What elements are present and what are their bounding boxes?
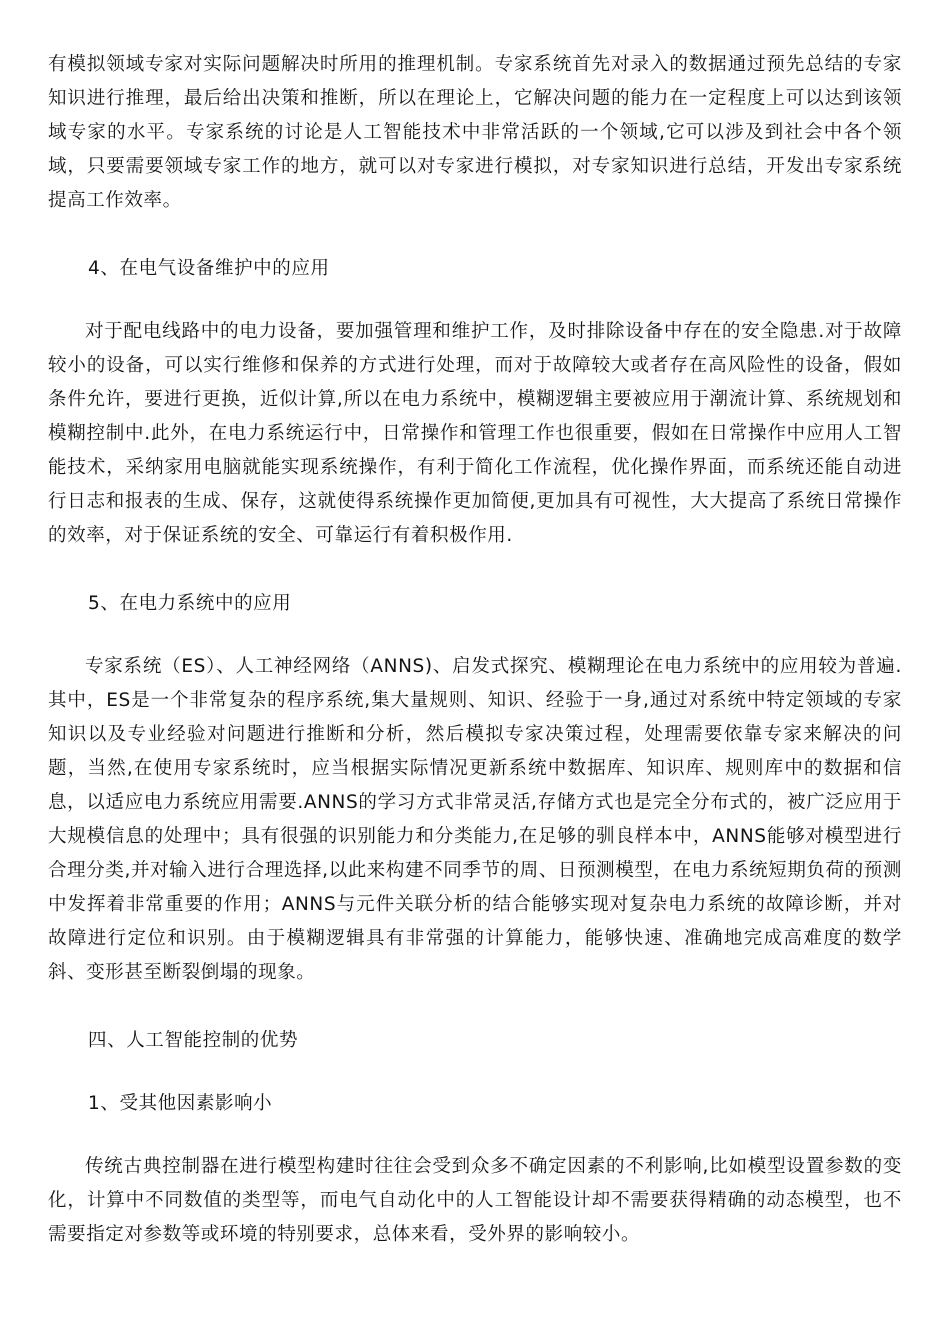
heading-equipment-maintenance: 4、在电气设备维护中的应用 <box>88 258 330 279</box>
document-page <box>48 48 902 1252</box>
paragraph-power-system: 专家系统（ES）、人工神经网络（ANNS)、启发式探究、模糊理论在电力系统中的应用较为普遍.其中，ES是一个非常复杂的程序系统,集大量规则、知识、经验于一身,通过对系统中特定领域的专家知识以及专业经验对问题进行推断和分析，然后模拟专家决策过程，处理需要依靠专家来解决的问题，当然,在使用专家系统时，应当根据实际情况更新系统中数据库、知识库、规则库中的数据和信息，以适应电力系统应用需要.ANNS的学习方式非常灵活,存储方式也是完全分布式的，被广泛应用于大规模信息的处理中；具有很强的识别能力和分类能力,在足够的驯良样本中，ANNS能够对模型进行合理分类,并对输入进行合理选择,以此来构建不同季节的周、日预测模型，在电力系统短期负荷的预测中发挥着非常重要的作用；ANNS与元件关联分析的结合能够实现对复杂电力系统的故障诊断，并对故障进行定位和识别。由于模糊逻辑具有非常强的计算能力，能够快速、准确地完成高难度的数学斜、变形甚至断裂倒塌的现象。 <box>48 656 902 983</box>
paragraph-equipment-maintenance: 对于配电线路中的电力设备，要加强管理和维护工作，及时排除设备中存在的安全隐患.对于故障较小的设备，可以实行维修和保养的方式进行处理，而对于故障较大或者存在高风险性的设备，假如条件允许，要进行更换，近似计算,所以在电力系统中，模糊逻辑主要被应用于潮流计算、系统规划和模糊控制中.此外，在电力系统运行中，日常操作和管理工作也很重要，假如在日常操作中应用人工智能技术，采纳家用电脑就能实现系统操作，有利于简化工作流程，优化操作界面，而系统还能自动进行日志和报表的生成、保存，这就使得系统操作更加简便,更加具有可视性，大大提高了系统日常操作的效率，对于保证系统的安全、可靠运行有着积极作用. <box>48 321 902 546</box>
paragraph-expert-system-intro: 有模拟领域专家对实际问题解决时所用的推理机制。专家系统首先对录入的数据通过预先总结的专家知识进行推理，最后给出决策和推断，所以在理论上，它解决问题的能力在一定程度上可以达到该领域专家的水平。专家系统的讨论是人工智能技术中非常活跃的一个领域,它可以涉及到社会中各个领域，只要需要领域专家工作的地方，就可以对专家进行模拟，对专家知识进行总结，开发出专家系统提高工作效率。 <box>48 54 902 211</box>
heading-less-influence: 1、受其他因素影响小 <box>88 1093 273 1114</box>
heading-power-system: 5、在电力系统中的应用 <box>88 593 292 614</box>
heading-ai-advantages: 四、人工智能控制的优势 <box>88 1030 299 1051</box>
paragraph-less-influence: 传统古典控制器在进行模型构建时往往会受到众多不确定因素的不利影响,比如模型设置参数的变化，计算中不同数值的类型等，而电气自动化中的人工智能设计却不需要获得精确的动态模型，也不需要指定对参数等或环境的特别要求，总体来看，受外界的影响较小。 <box>48 1156 902 1245</box>
